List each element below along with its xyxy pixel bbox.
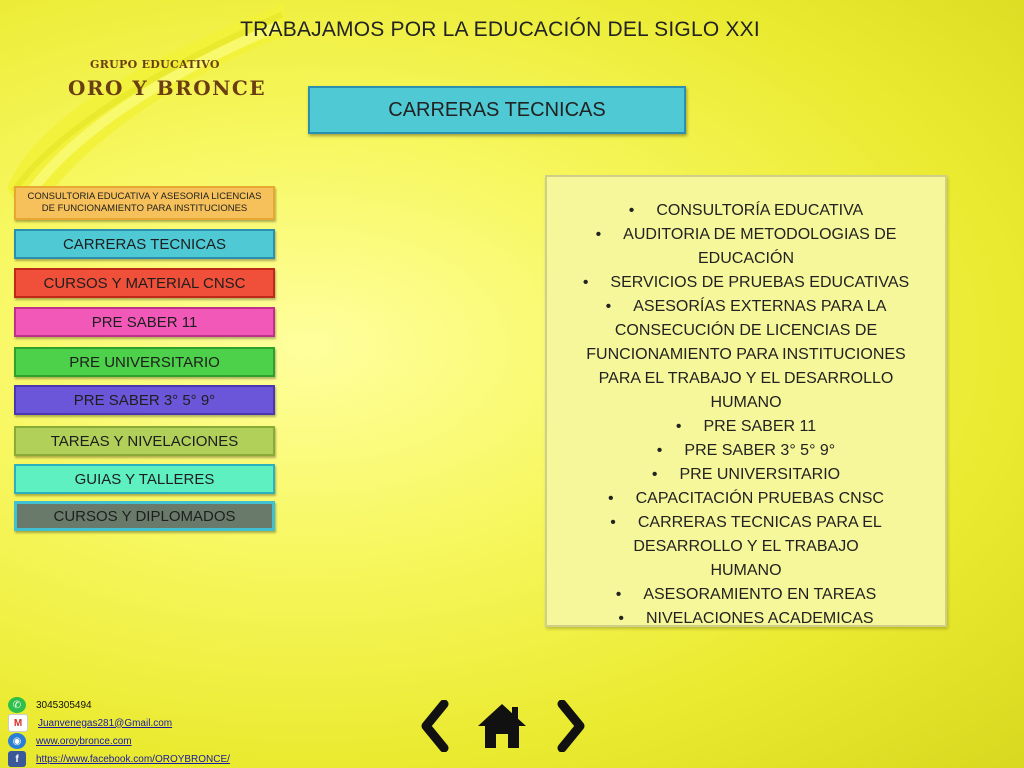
menu-item-pre-universitario[interactable]: PRE UNIVERSITARIO xyxy=(14,347,275,377)
list-item: • CAPACITACIÓN PRUEBAS CNSC xyxy=(557,487,935,511)
list-item: • AUDITORIA DE METODOLOGIAS DE EDUCACIÓN xyxy=(557,223,935,271)
list-item: • PRE SABER 11 xyxy=(557,415,935,439)
menu-item-cursos-diplomados[interactable]: CURSOS Y DIPLOMADOS xyxy=(14,501,275,531)
brand-name: ORO Y BRONCE xyxy=(68,76,267,100)
menu-item-guias-talleres[interactable]: GUIAS Y TALLERES xyxy=(14,464,275,494)
contact-phone: 3045305494 xyxy=(36,699,92,711)
menu-item-pre-saber-3-5-9[interactable]: PRE SABER 3° 5° 9° xyxy=(14,385,275,415)
list-item: • CARRERAS TECNICAS PARA EL DESARROLLO Y EL TRABAJO HUMANO xyxy=(557,511,935,583)
list-item: • PRE UNIVERSITARIO xyxy=(557,463,935,487)
contact-website-link[interactable]: www.oroybronce.com xyxy=(36,735,132,747)
list-item: • SERVICIOS DE PRUEBAS EDUCATIVAS xyxy=(557,271,935,295)
menu-item-tareas-nivelaciones[interactable]: TAREAS Y NIVELACIONES xyxy=(14,426,275,456)
facebook-icon: f xyxy=(8,751,26,767)
list-item: • NIVELACIONES ACADEMICAS xyxy=(557,607,935,631)
list-item: • ASESORAMIENTO EN TAREAS xyxy=(557,583,935,607)
services-list xyxy=(547,199,945,631)
brand-subtitle: GRUPO EDUCATIVO xyxy=(90,58,220,71)
menu-item-consultoria[interactable]: CONSULTORIA EDUCATIVA Y ASESORIA LICENCIAS DE FUNCIONAMIENTO PARA INSTITUCIONES xyxy=(14,186,275,220)
chevron-left-icon[interactable] xyxy=(418,700,454,752)
list-item: • CONSULTORÍA EDUCATIVA xyxy=(557,199,935,223)
whatsapp-icon: ✆ xyxy=(8,697,26,713)
contact-website-row xyxy=(8,732,230,750)
services-panel xyxy=(545,175,947,627)
menu-item-cursos-material-cnsc[interactable]: CURSOS Y MATERIAL CNSC xyxy=(14,268,275,298)
gmail-icon: M xyxy=(8,714,28,732)
section-title: CARRERAS TECNICAS xyxy=(308,86,686,134)
globe-icon: ◉ xyxy=(8,733,26,749)
chevron-right-icon[interactable] xyxy=(552,700,588,752)
contact-facebook-row xyxy=(8,750,230,768)
contact-info xyxy=(8,696,230,768)
contact-phone-row xyxy=(8,696,230,714)
list-item: • PRE SABER 3° 5° 9° xyxy=(557,439,935,463)
contact-facebook-link[interactable]: https://www.facebook.com/OROYBRONCE/ xyxy=(36,753,230,765)
menu-item-pre-saber-11[interactable]: PRE SABER 11 xyxy=(14,307,275,337)
menu-item-carreras-tecnicas[interactable]: CARRERAS TECNICAS xyxy=(14,229,275,259)
page-title: TRABAJAMOS POR LA EDUCACIÓN DEL SIGLO XXI xyxy=(240,18,760,41)
list-item: • ASESORÍAS EXTERNAS PARA LA CONSECUCIÓN DE LICENCIAS DE FUNCIONAMIENTO PARA INSTITUCIONES PARA EL TRABAJO Y EL DESARROLLO HUMANO xyxy=(557,295,935,415)
contact-email-row xyxy=(8,714,230,732)
contact-email-link[interactable]: Juanvenegas281@Gmail.com xyxy=(38,717,173,729)
home-icon[interactable] xyxy=(474,700,530,752)
